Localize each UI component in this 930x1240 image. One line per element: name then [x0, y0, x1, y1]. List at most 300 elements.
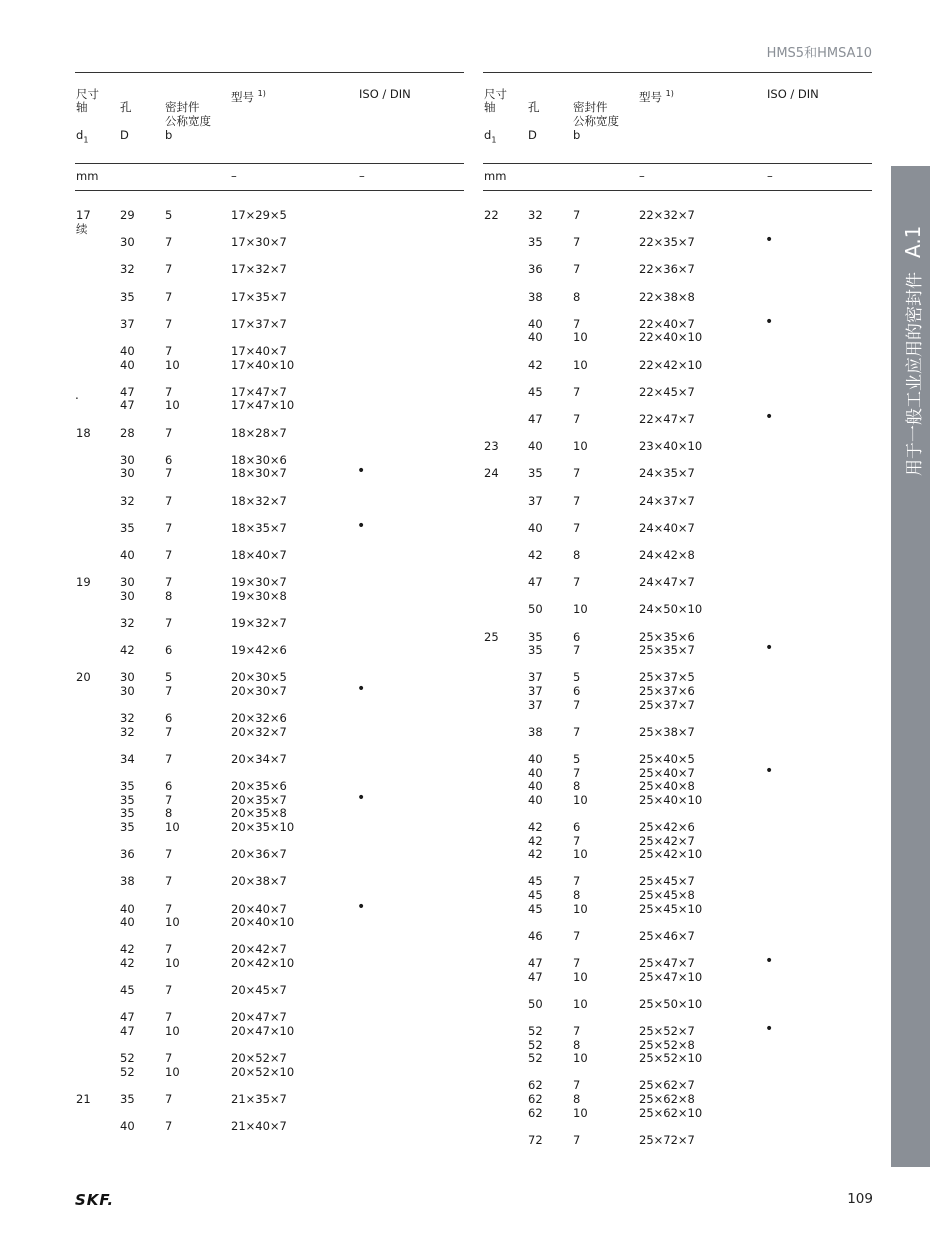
- bore-diameter: 38: [528, 724, 543, 739]
- table-header: [75, 72, 464, 191]
- iso-din-mark: •: [765, 640, 774, 657]
- seal-width: 6: [165, 452, 173, 467]
- table-row: [483, 929, 872, 943]
- designation: 24×42×8: [639, 548, 695, 562]
- bore-diameter: 52: [120, 1064, 135, 1079]
- bore-diameter: 42: [528, 820, 543, 834]
- designation: 20×47×10: [231, 1024, 295, 1038]
- table-row: [75, 385, 464, 399]
- table-row: [75, 1065, 464, 1079]
- bore-diameter: 35: [120, 520, 135, 535]
- seal-width: 10: [573, 330, 588, 345]
- iso-din-mark: •: [765, 953, 774, 969]
- table-row: [75, 344, 464, 358]
- seal-width: 7: [165, 1092, 173, 1106]
- seal-width: 7: [573, 262, 581, 277]
- bore-diameter: 40: [528, 752, 543, 766]
- seal-width: 7: [165, 901, 173, 916]
- seal-width: 7: [165, 316, 173, 331]
- seal-width: 7: [165, 262, 173, 277]
- header-dim: 尺寸: [76, 87, 99, 101]
- seal-width: 10: [165, 1064, 180, 1079]
- table-row: [483, 970, 872, 984]
- header-shaft: 轴: [76, 100, 88, 114]
- seal-width: 7: [165, 466, 173, 481]
- bore-diameter: 45: [528, 888, 543, 902]
- designation: 25×35×7: [639, 643, 695, 658]
- seal-width: 7: [165, 684, 173, 698]
- designation: 21×35×7: [231, 1092, 287, 1106]
- seal-width: 7: [165, 520, 173, 535]
- designation: 25×42×10: [639, 847, 703, 862]
- seal-width: 10: [165, 1024, 180, 1038]
- table-row: [75, 1051, 464, 1065]
- shaft-diameter: 20: [76, 670, 91, 685]
- seal-width: 7: [573, 466, 581, 481]
- designation: 25×62×10: [639, 1105, 703, 1120]
- designation: 18×30×6: [231, 452, 287, 467]
- seal-width: 7: [573, 833, 581, 848]
- bore-diameter: 30: [120, 588, 135, 603]
- seal-width: 10: [165, 357, 180, 372]
- table-row: [483, 793, 872, 807]
- designation: 25×37×5: [639, 670, 695, 685]
- seal-width: 7: [573, 575, 581, 590]
- table-row: [483, 330, 872, 344]
- seal-width: 8: [573, 548, 581, 562]
- bore-diameter: 30: [120, 670, 135, 685]
- designation: 17×40×10: [231, 357, 295, 372]
- table-row: [483, 602, 872, 616]
- seal-width: 10: [573, 439, 588, 454]
- bore-diameter: 40: [528, 792, 543, 807]
- bore-diameter: 37: [528, 684, 543, 698]
- bore-diameter: 47: [120, 1010, 135, 1025]
- table-row: [75, 548, 464, 562]
- bore-diameter: 35: [528, 629, 543, 644]
- designation: 20×32×6: [231, 711, 287, 726]
- page-number: 109: [847, 1191, 873, 1207]
- shaft-diameter: 19: [76, 575, 91, 590]
- bore-diameter: 47: [528, 956, 543, 970]
- bore-diameter: 35: [120, 792, 135, 807]
- iso-din-mark: •: [765, 762, 774, 779]
- seal-width: 7: [573, 493, 581, 508]
- table-row: [483, 725, 872, 739]
- bore-diameter: 35: [528, 235, 543, 250]
- table-row: [483, 1092, 872, 1106]
- side-tab-section: A.1: [900, 225, 925, 258]
- table-row: [483, 409, 872, 426]
- seal-width: 7: [573, 956, 581, 970]
- iso-din-mark: •: [765, 409, 774, 425]
- seal-width: 7: [165, 493, 173, 508]
- table-row: [75, 806, 464, 820]
- table-row: [483, 262, 872, 276]
- seal-width: 7: [573, 1078, 581, 1093]
- designation: 25×35×6: [639, 629, 695, 644]
- designation: 20×35×7: [231, 792, 287, 807]
- bore-diameter: 42: [528, 847, 543, 862]
- table-row: [483, 232, 872, 250]
- bore-diameter: 37: [120, 316, 135, 331]
- designation: 25×40×8: [639, 779, 695, 794]
- header-dash-iso: –: [359, 169, 365, 183]
- seal-width: 6: [165, 711, 173, 726]
- seal-width: 7: [573, 874, 581, 889]
- table-row: [75, 290, 464, 304]
- table-row: [75, 398, 464, 412]
- header-dim: 尺寸: [484, 87, 507, 101]
- bore-diameter: 45: [528, 874, 543, 889]
- table-row: [75, 453, 464, 467]
- table-row: [75, 670, 464, 684]
- designation: 17×32×7: [231, 262, 287, 277]
- table-row: [483, 208, 872, 222]
- stray-dot: .: [75, 388, 79, 402]
- designation: 20×42×10: [231, 956, 295, 970]
- bore-diameter: 32: [120, 262, 135, 277]
- table-row: [483, 670, 872, 684]
- header-shaft: 轴: [484, 100, 496, 114]
- table-row: [483, 385, 872, 399]
- header-d1: $d_1$: [76, 128, 89, 145]
- designation: 20×34×7: [231, 752, 287, 766]
- designation: 18×30×7: [231, 466, 287, 481]
- bore-diameter: 35: [120, 1092, 135, 1106]
- designation: 19×30×7: [231, 575, 287, 590]
- designation: 24×37×7: [639, 493, 695, 508]
- table-row: [75, 358, 464, 372]
- bore-diameter: 36: [528, 262, 543, 277]
- bore-diameter: 37: [528, 670, 543, 685]
- continued-label: 续: [76, 222, 88, 236]
- designation: 20×38×7: [231, 874, 287, 889]
- designation: 22×40×7: [639, 316, 695, 331]
- seal-width: 7: [573, 724, 581, 739]
- seal-width: 10: [165, 915, 180, 930]
- designation: 20×52×7: [231, 1051, 287, 1066]
- bore-diameter: 45: [120, 983, 135, 998]
- header-bore: 孔: [120, 100, 132, 114]
- bore-diameter: 35: [120, 820, 135, 834]
- seal-width: 10: [165, 956, 180, 970]
- seal-width: 7: [573, 208, 581, 222]
- seal-width: 7: [165, 575, 173, 590]
- bore-diameter: 35: [528, 466, 543, 481]
- table-row: [75, 898, 464, 916]
- seal-width: 6: [573, 820, 581, 834]
- bore-diameter: 72: [528, 1132, 543, 1147]
- bore-diameter: 32: [528, 208, 543, 222]
- seal-width: 7: [573, 1132, 581, 1147]
- bore-diameter: 38: [528, 289, 543, 304]
- bore-diameter: 47: [528, 412, 543, 426]
- designation: 18×32×7: [231, 493, 287, 508]
- bore-diameter: 30: [120, 684, 135, 698]
- seal-width: 10: [573, 969, 588, 984]
- bore-diameter: 32: [120, 493, 135, 508]
- table-row: [75, 711, 464, 725]
- bore-diameter: 52: [528, 1037, 543, 1052]
- designation: 17×29×5: [231, 208, 287, 222]
- seal-width: 7: [573, 697, 581, 712]
- header-b: b: [573, 128, 581, 142]
- designation: 22×36×7: [639, 262, 695, 277]
- bore-diameter: 40: [120, 548, 135, 562]
- shaft-diameter: 18: [76, 425, 91, 440]
- designation: 25×47×7: [639, 956, 695, 970]
- shaft-diameter: 25: [484, 629, 499, 644]
- designation: 17×47×10: [231, 398, 295, 413]
- designation: 22×35×7: [639, 235, 695, 250]
- designation: 25×40×7: [639, 765, 695, 780]
- header-width-2: 公称宽度: [573, 114, 619, 128]
- designation: 20×30×7: [231, 684, 287, 698]
- header-title: HMS5和HMSA10: [766, 46, 872, 61]
- table-row: [483, 953, 872, 970]
- iso-din-mark: •: [357, 681, 366, 697]
- seal-width: 8: [573, 289, 581, 304]
- table-row: [483, 902, 872, 916]
- table-row: [75, 1092, 464, 1106]
- bore-diameter: 37: [528, 697, 543, 712]
- designation: 25×42×6: [639, 820, 695, 834]
- bore-diameter: 40: [528, 520, 543, 535]
- seal-width: 7: [165, 792, 173, 807]
- header-width-1: 密封件: [573, 100, 608, 114]
- table-row: [483, 820, 872, 834]
- bore-diameter: 62: [528, 1092, 543, 1106]
- bore-diameter: 40: [120, 357, 135, 372]
- designation: 20×52×10: [231, 1064, 295, 1079]
- bore-diameter: 40: [528, 439, 543, 454]
- table-row: [75, 752, 464, 766]
- seal-width: 7: [165, 616, 173, 630]
- bore-diameter: 40: [120, 901, 135, 916]
- table-row: [75, 463, 464, 481]
- bore-diameter: 32: [120, 724, 135, 739]
- seal-width: 7: [573, 1024, 581, 1038]
- seal-width: 7: [165, 289, 173, 304]
- bore-diameter: 62: [528, 1078, 543, 1093]
- table-row: [75, 915, 464, 929]
- shaft-diameter: 24: [484, 466, 499, 481]
- table-row: [483, 1078, 872, 1092]
- bore-diameter: 42: [528, 548, 543, 562]
- seal-width: 6: [165, 643, 173, 658]
- header-d1: $d_1$: [484, 128, 497, 145]
- seal-width: 10: [573, 792, 588, 807]
- table-row: [75, 820, 464, 834]
- table-row: [75, 643, 464, 657]
- designation: 22×45×7: [639, 384, 695, 399]
- seal-width: 7: [573, 520, 581, 535]
- bore-diameter: 50: [528, 996, 543, 1011]
- seal-width: 8: [165, 588, 173, 603]
- table-row: [483, 997, 872, 1011]
- seal-width: 10: [573, 1051, 588, 1066]
- designation: 20×35×6: [231, 779, 287, 794]
- designation: 18×28×7: [231, 425, 287, 440]
- seal-width: 10: [573, 602, 588, 617]
- designation: 20×30×5: [231, 670, 287, 685]
- seal-width: 7: [165, 1051, 173, 1066]
- bore-diameter: 52: [528, 1051, 543, 1066]
- seal-width: 8: [573, 888, 581, 902]
- seal-width: 7: [573, 316, 581, 331]
- bore-diameter: 45: [528, 384, 543, 399]
- iso-din-mark: •: [765, 232, 774, 249]
- designation: 25×46×7: [639, 928, 695, 943]
- seal-width: 7: [165, 344, 173, 358]
- seal-width: 8: [573, 779, 581, 794]
- bore-diameter: 47: [120, 384, 135, 399]
- seal-width: 8: [573, 1037, 581, 1052]
- seal-width: 7: [165, 874, 173, 889]
- table-row: [75, 1010, 464, 1024]
- table-row: [483, 762, 872, 780]
- table-row: [75, 1119, 464, 1133]
- header-width-1: 密封件: [165, 100, 200, 114]
- designation: 20×35×10: [231, 820, 295, 834]
- table-row: [483, 313, 872, 331]
- seal-width: 7: [165, 752, 173, 766]
- designation: 21×40×7: [231, 1119, 287, 1134]
- bore-diameter: 36: [120, 847, 135, 862]
- bore-diameter: 35: [528, 643, 543, 658]
- designation: 18×40×7: [231, 548, 287, 562]
- seal-width: 7: [573, 643, 581, 658]
- seal-width: 5: [165, 208, 173, 222]
- designation: 25×37×6: [639, 684, 695, 698]
- bore-diameter: 40: [120, 1119, 135, 1134]
- seal-width: 5: [573, 670, 581, 685]
- seal-width: 6: [573, 629, 581, 644]
- seal-width: 7: [165, 548, 173, 562]
- table-row: [75, 575, 464, 589]
- designation: 24×40×7: [639, 520, 695, 535]
- seal-width: 7: [165, 724, 173, 739]
- bore-diameter: 30: [120, 575, 135, 590]
- header-dash-iso: –: [767, 169, 773, 183]
- table-row: [483, 779, 872, 793]
- bore-diameter: 52: [528, 1024, 543, 1038]
- designation: 25×62×8: [639, 1092, 695, 1106]
- table-row: [75, 779, 464, 793]
- designation: 18×35×7: [231, 520, 287, 535]
- header-width-2: 公称宽度: [165, 114, 211, 128]
- designation: 20×40×7: [231, 901, 287, 916]
- table-row: [483, 1133, 872, 1147]
- designation: 22×40×10: [639, 330, 703, 345]
- designation: 17×47×7: [231, 384, 287, 399]
- designation: 17×40×7: [231, 344, 287, 358]
- designation: 20×42×7: [231, 942, 287, 957]
- bore-diameter: 46: [528, 928, 543, 943]
- header-iso: ISO / DIN: [767, 87, 819, 101]
- header-iso: ISO / DIN: [359, 87, 411, 101]
- table-row: [75, 317, 464, 331]
- header-b: b: [165, 128, 173, 142]
- bore-diameter: 45: [528, 901, 543, 916]
- shaft-diameter: 17: [76, 208, 91, 222]
- table-row: [483, 439, 872, 453]
- table-row: [483, 1106, 872, 1120]
- designation: 25×62×7: [639, 1078, 695, 1093]
- seal-width: 7: [165, 942, 173, 957]
- designation: 25×37×7: [639, 697, 695, 712]
- designation: 25×50×10: [639, 996, 703, 1011]
- designation: 24×50×10: [639, 602, 703, 617]
- bore-diameter: 47: [120, 1024, 135, 1038]
- bore-diameter: 34: [120, 752, 135, 766]
- table-header: [483, 72, 872, 191]
- bore-diameter: 28: [120, 425, 135, 440]
- designation: 17×37×7: [231, 316, 287, 331]
- designation: 20×45×7: [231, 983, 287, 998]
- skf-logo: SKF.: [75, 1191, 115, 1209]
- table-row: [483, 640, 872, 658]
- table-row: [75, 847, 464, 861]
- iso-din-mark: •: [357, 463, 366, 480]
- table-row: [75, 517, 464, 535]
- designation: 25×40×10: [639, 792, 703, 807]
- table-row: [483, 847, 872, 861]
- designation: 20×36×7: [231, 847, 287, 862]
- table-row: [483, 1021, 872, 1038]
- table-row: [483, 630, 872, 644]
- table-row: [483, 698, 872, 712]
- bore-diameter: 35: [120, 289, 135, 304]
- table-row: [75, 616, 464, 630]
- designation: 22×47×7: [639, 412, 695, 426]
- seal-width: 7: [165, 847, 173, 862]
- bore-diameter: 40: [528, 330, 543, 345]
- designation: 25×40×5: [639, 752, 695, 766]
- seal-width: 7: [165, 1119, 173, 1134]
- designation: 25×52×7: [639, 1024, 695, 1038]
- table-row: [75, 589, 464, 603]
- seal-width: 7: [573, 412, 581, 426]
- header-D: D: [528, 128, 537, 142]
- designation: 19×42×6: [231, 643, 287, 658]
- designation: 24×35×7: [639, 466, 695, 481]
- seal-width: 7: [165, 384, 173, 399]
- designation: 22×42×10: [639, 357, 703, 372]
- seal-width: 7: [165, 425, 173, 440]
- bore-diameter: 38: [120, 874, 135, 889]
- table-row: [75, 983, 464, 997]
- table-row: [75, 235, 464, 249]
- bore-diameter: 50: [528, 602, 543, 617]
- designation: 25×52×8: [639, 1037, 695, 1052]
- designation: 19×30×8: [231, 588, 287, 603]
- bore-diameter: 30: [120, 466, 135, 481]
- designation: 20×40×10: [231, 915, 295, 930]
- seal-width: 8: [165, 806, 173, 821]
- iso-din-mark: •: [357, 789, 366, 806]
- seal-width: 6: [573, 684, 581, 698]
- bore-diameter: 40: [528, 779, 543, 794]
- designation: 20×32×7: [231, 724, 287, 739]
- table-row: [483, 521, 872, 535]
- shaft-diameter: 23: [484, 439, 499, 454]
- table-row: [483, 684, 872, 698]
- bore-diameter: 47: [528, 575, 543, 590]
- bore-diameter: 47: [120, 398, 135, 413]
- seal-width: 10: [573, 996, 588, 1011]
